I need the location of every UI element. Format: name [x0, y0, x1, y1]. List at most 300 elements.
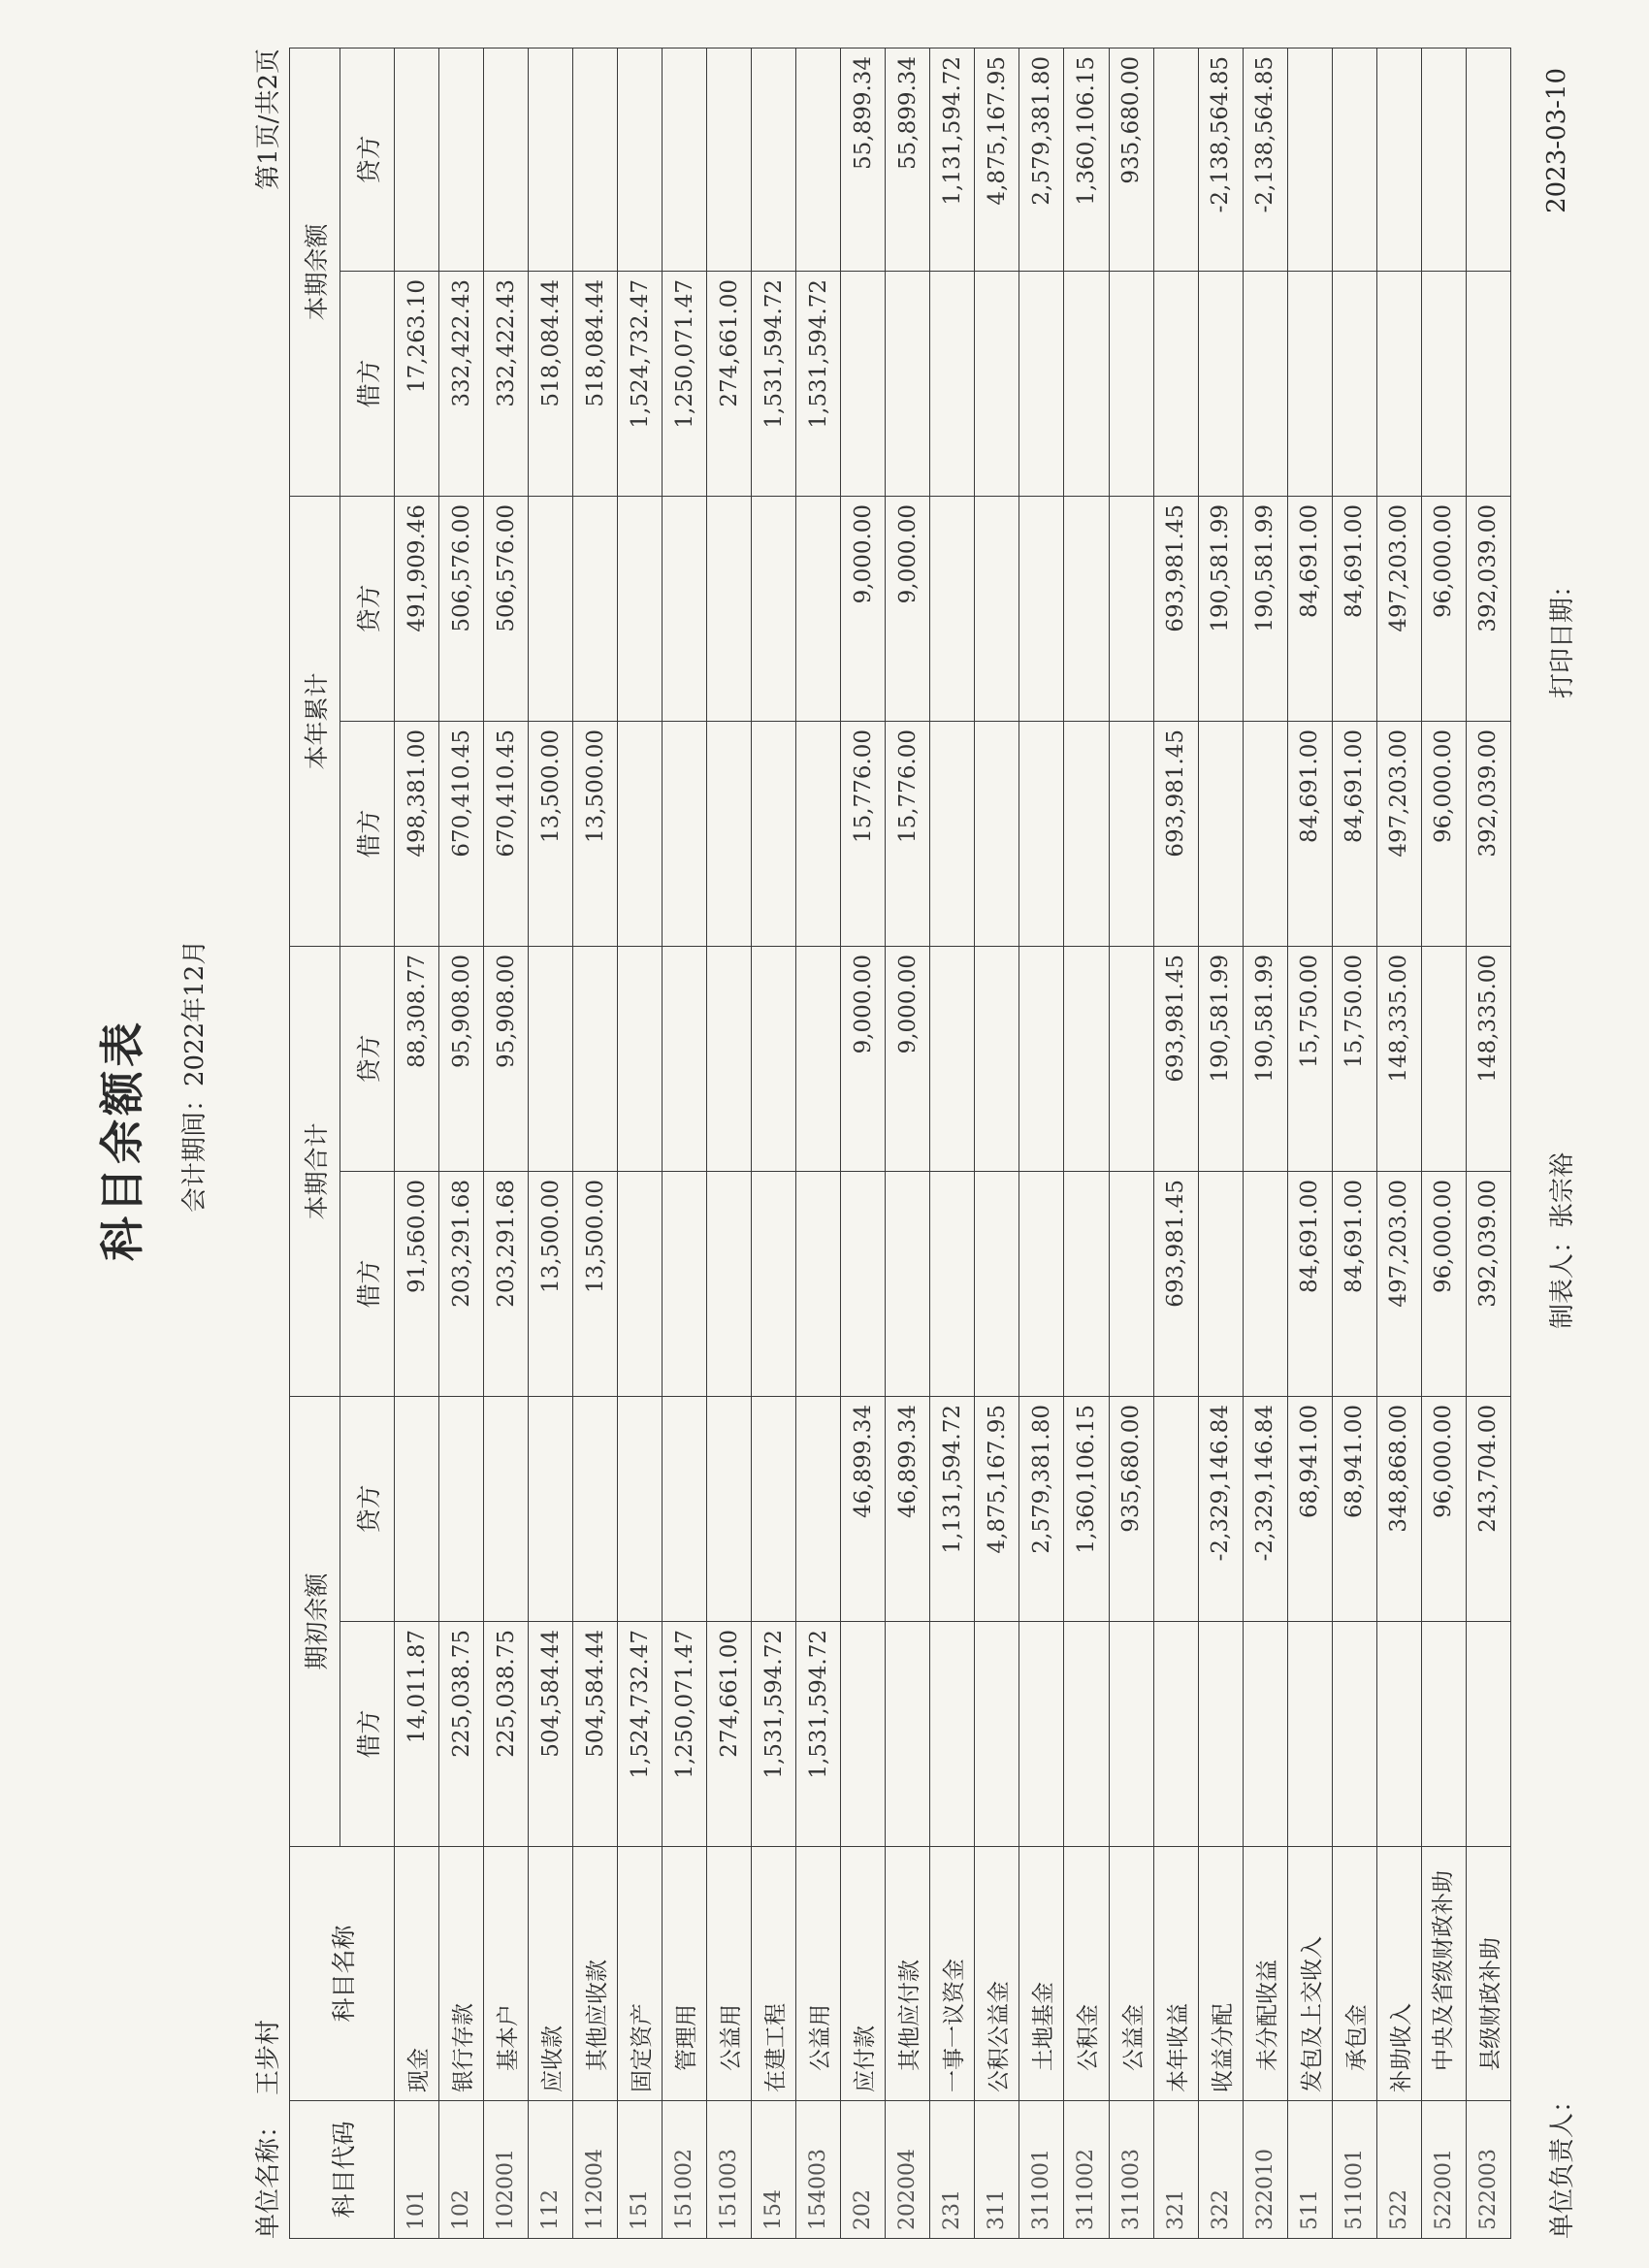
current-credit-cell: 15,750.00 — [1287, 946, 1332, 1171]
account-name: 公益用 — [707, 1847, 752, 2101]
current-credit-cell — [930, 946, 975, 1171]
header-ytd: 本年累计 — [290, 496, 340, 946]
table-row — [439, 48, 484, 2238]
ytd-credit-cell: 506,576.00 — [439, 496, 484, 721]
current-debit-cell — [707, 1171, 752, 1396]
table-row — [796, 48, 841, 2238]
current-debit-cell — [930, 1171, 975, 1396]
account-name: 银行存款 — [439, 1847, 484, 2101]
closing-debit-cell: 518,084.44 — [573, 271, 618, 496]
opening-debit-cell: 1,250,071.47 — [663, 1622, 707, 1847]
closing-credit-cell — [484, 48, 529, 271]
balance-sheet-page — [29, 29, 1620, 2251]
ytd-credit-cell — [796, 496, 841, 721]
account-code: 311003 — [1109, 2101, 1153, 2239]
opening-debit-cell — [1064, 1622, 1109, 1847]
print-date-label: 打印日期： — [1548, 571, 1577, 698]
closing-credit-cell: 1,131,594.72 — [930, 48, 975, 271]
closing-credit-cell: 55,899.34 — [886, 48, 930, 271]
table-row — [975, 48, 1019, 2238]
ytd-credit-cell: 9,000.00 — [841, 496, 886, 721]
current-debit-cell — [1064, 1171, 1109, 1396]
account-name: 其他应收款 — [573, 1847, 618, 2101]
opening-debit-cell — [1153, 1622, 1198, 1847]
closing-debit-cell — [975, 271, 1019, 496]
closing-credit-cell — [618, 48, 663, 271]
ytd-debit-cell: 392,039.00 — [1466, 721, 1510, 946]
account-name: 公积金 — [1064, 1847, 1109, 2101]
table-row — [886, 48, 930, 2238]
account-name: 发包及上交收入 — [1287, 1847, 1332, 2101]
ytd-credit-cell: 497,203.00 — [1376, 496, 1421, 721]
ytd-debit-cell: 96,000.00 — [1421, 721, 1466, 946]
opening-debit-cell — [930, 1622, 975, 1847]
header-current: 本期合计 — [290, 946, 340, 1396]
current-credit-cell — [796, 946, 841, 1171]
closing-debit-cell — [1421, 271, 1466, 496]
account-name: 未分配收益 — [1243, 1847, 1287, 2101]
current-credit-cell — [573, 946, 618, 1171]
closing-credit-cell — [1287, 48, 1332, 271]
account-code: 112004 — [573, 2101, 618, 2239]
preparer-name: 张宗裕 — [1548, 1151, 1577, 1228]
current-credit-cell: 88,308.77 — [395, 946, 439, 1171]
account-code: 154 — [752, 2101, 796, 2239]
header-credit: 贷方 — [340, 496, 395, 721]
closing-debit-cell — [1064, 271, 1109, 496]
current-debit-cell — [618, 1171, 663, 1396]
opening-debit-cell — [1019, 1622, 1064, 1847]
account-code: 202 — [841, 2101, 886, 2239]
ytd-debit-cell — [707, 721, 752, 946]
opening-credit-cell: 935,680.00 — [1109, 1396, 1153, 1621]
ytd-credit-cell: 84,691.00 — [1287, 496, 1332, 721]
opening-credit-cell — [707, 1396, 752, 1621]
ytd-debit-cell — [1064, 721, 1109, 946]
table-row — [1332, 48, 1376, 2238]
current-credit-cell — [1064, 946, 1109, 1171]
account-code: 151003 — [707, 2101, 752, 2239]
account-code: 102001 — [484, 2101, 529, 2239]
closing-credit-cell — [707, 48, 752, 271]
ytd-debit-cell — [930, 721, 975, 946]
current-debit-cell: 84,691.00 — [1332, 1171, 1376, 1396]
ytd-credit-cell — [975, 496, 1019, 721]
current-credit-cell: 693,981.45 — [1153, 946, 1198, 1171]
closing-credit-cell — [573, 48, 618, 271]
account-code: 522003 — [1466, 2101, 1510, 2239]
closing-debit-cell — [886, 271, 930, 496]
ytd-debit-cell: 84,691.00 — [1287, 721, 1332, 946]
ytd-debit-cell: 497,203.00 — [1376, 721, 1421, 946]
closing-debit-cell — [1153, 271, 1198, 496]
page-indicator: 第1页/共2页 — [254, 49, 283, 190]
closing-credit-cell — [439, 48, 484, 271]
account-code: 322 — [1198, 2101, 1243, 2239]
closing-debit-cell: 1,250,071.47 — [663, 271, 707, 496]
table-row — [1466, 48, 1510, 2238]
opening-credit-cell: 243,704.00 — [1466, 1396, 1510, 1621]
table-row — [573, 48, 618, 2238]
page-title: 科目余额表 — [96, 1019, 148, 1261]
ytd-credit-cell — [529, 496, 573, 721]
opening-credit-cell: 96,000.00 — [1421, 1396, 1466, 1621]
account-name: 一事一议资金 — [930, 1847, 975, 2101]
account-name: 应收款 — [529, 1847, 573, 2101]
opening-debit-cell: 225,038.75 — [484, 1622, 529, 1847]
table-row — [1198, 48, 1243, 2238]
ytd-debit-cell: 15,776.00 — [886, 721, 930, 946]
current-debit-cell: 203,291.68 — [484, 1171, 529, 1396]
account-code: 511001 — [1332, 2101, 1376, 2239]
closing-debit-cell: 332,422.43 — [439, 271, 484, 496]
header-credit: 贷方 — [340, 946, 395, 1171]
preparer — [1542, 1152, 1578, 1329]
current-credit-cell — [529, 946, 573, 1171]
ytd-debit-cell — [752, 721, 796, 946]
ytd-credit-cell: 190,581.99 — [1243, 496, 1287, 721]
current-credit-cell: 95,908.00 — [439, 946, 484, 1171]
account-code: 154003 — [796, 2101, 841, 2239]
ytd-debit-cell: 15,776.00 — [841, 721, 886, 946]
account-name: 固定资产 — [618, 1847, 663, 2101]
current-debit-cell: 91,560.00 — [395, 1171, 439, 1396]
opening-credit-cell — [573, 1396, 618, 1621]
current-debit-cell: 84,691.00 — [1287, 1171, 1332, 1396]
ytd-debit-cell: 693,981.45 — [1153, 721, 1198, 946]
account-name: 基本户 — [484, 1847, 529, 2101]
opening-debit-cell — [1376, 1622, 1421, 1847]
header-name: 科目名称 — [290, 1847, 395, 2101]
ytd-debit-cell — [663, 721, 707, 946]
opening-debit-cell — [1421, 1622, 1466, 1847]
table-row — [930, 48, 975, 2238]
opening-debit-cell: 504,584.44 — [573, 1622, 618, 1847]
closing-debit-cell: 274,661.00 — [707, 271, 752, 496]
header-credit: 贷方 — [340, 48, 395, 271]
opening-credit-cell: 46,899.34 — [841, 1396, 886, 1621]
ytd-debit-cell — [1109, 721, 1153, 946]
opening-debit-cell — [1198, 1622, 1243, 1847]
ytd-credit-cell: 491,909.46 — [395, 496, 439, 721]
opening-credit-cell: 4,875,167.95 — [975, 1396, 1019, 1621]
table-row — [1153, 48, 1198, 2238]
account-name: 中央及省级财政补助 — [1421, 1847, 1466, 2101]
table-row — [395, 48, 439, 2238]
closing-debit-cell: 1,524,732.47 — [618, 271, 663, 496]
ytd-credit-cell — [1019, 496, 1064, 721]
closing-credit-cell — [1421, 48, 1466, 271]
closing-debit-cell — [1019, 271, 1064, 496]
ytd-credit-cell: 392,039.00 — [1466, 496, 1510, 721]
account-name: 在建工程 — [752, 1847, 796, 2101]
table-row — [1287, 48, 1332, 2238]
ytd-debit-cell: 670,410.45 — [439, 721, 484, 946]
account-code: 102 — [439, 2101, 484, 2239]
table-row — [1376, 48, 1421, 2238]
current-credit-cell: 9,000.00 — [886, 946, 930, 1171]
opening-debit-cell — [886, 1622, 930, 1847]
opening-debit-cell: 1,524,732.47 — [618, 1622, 663, 1847]
closing-debit-cell — [1198, 271, 1243, 496]
opening-debit-cell — [1243, 1622, 1287, 1847]
account-name: 现金 — [395, 1847, 439, 2101]
unit-label: 单位名称： — [254, 2112, 283, 2239]
account-code: 311002 — [1064, 2101, 1109, 2239]
account-code: 231 — [930, 2101, 975, 2239]
closing-debit-cell — [1376, 271, 1421, 496]
table-row — [1421, 48, 1466, 2238]
ytd-credit-cell — [707, 496, 752, 721]
opening-credit-cell: 68,941.00 — [1287, 1396, 1332, 1621]
account-name: 县级财政补助 — [1466, 1847, 1510, 2101]
table-body — [395, 48, 1511, 2238]
ytd-debit-cell — [618, 721, 663, 946]
current-debit-cell: 497,203.00 — [1376, 1171, 1421, 1396]
current-credit-cell — [618, 946, 663, 1171]
account-name: 公益金 — [1109, 1847, 1153, 2101]
ytd-credit-cell: 190,581.99 — [1198, 496, 1243, 721]
header-debit: 借方 — [340, 721, 395, 946]
ytd-credit-cell — [573, 496, 618, 721]
account-name: 其他应付款 — [886, 1847, 930, 2101]
opening-credit-cell: 1,360,106.15 — [1064, 1396, 1109, 1621]
table-row — [1109, 48, 1153, 2238]
account-name: 应付款 — [841, 1847, 886, 2101]
table-row — [529, 48, 573, 2238]
current-credit-cell: 15,750.00 — [1332, 946, 1376, 1171]
current-credit-cell: 190,581.99 — [1243, 946, 1287, 1171]
header-debit: 借方 — [340, 1622, 395, 1847]
account-code: 202004 — [886, 2101, 930, 2239]
header-opening: 期初余额 — [290, 1396, 340, 1846]
current-debit-cell — [1109, 1171, 1153, 1396]
opening-debit-cell — [1109, 1622, 1153, 1847]
opening-credit-cell: 46,899.34 — [886, 1396, 930, 1621]
header-debit: 借方 — [340, 271, 395, 496]
current-debit-cell — [886, 1171, 930, 1396]
unit-head-label: 单位负责人： — [1548, 2087, 1577, 2239]
ytd-credit-cell: 9,000.00 — [886, 496, 930, 721]
closing-credit-cell: -2,138,564.85 — [1198, 48, 1243, 271]
header-debit: 借方 — [340, 1171, 395, 1396]
closing-debit-cell — [841, 271, 886, 496]
current-debit-cell — [1243, 1171, 1287, 1396]
closing-debit-cell — [1109, 271, 1153, 496]
opening-credit-cell: 68,941.00 — [1332, 1396, 1376, 1621]
closing-credit-cell: 55,899.34 — [841, 48, 886, 271]
opening-debit-cell — [1466, 1622, 1510, 1847]
opening-credit-cell — [529, 1396, 573, 1621]
ytd-credit-cell — [930, 496, 975, 721]
account-name: 承包金 — [1332, 1847, 1376, 2101]
table-row — [663, 48, 707, 2238]
closing-credit-cell — [1332, 48, 1376, 271]
account-code: 151002 — [663, 2101, 707, 2239]
ytd-debit-cell: 13,500.00 — [573, 721, 618, 946]
opening-debit-cell: 504,584.44 — [529, 1622, 573, 1847]
closing-credit-cell — [1153, 48, 1198, 271]
header-credit: 贷方 — [340, 1396, 395, 1621]
unit-name — [248, 2020, 284, 2239]
current-debit-cell: 392,039.00 — [1466, 1171, 1510, 1396]
opening-debit-cell — [1287, 1622, 1332, 1847]
closing-credit-cell: 4,875,167.95 — [975, 48, 1019, 271]
current-debit-cell — [841, 1171, 886, 1396]
current-credit-cell: 9,000.00 — [841, 946, 886, 1171]
current-credit-cell — [975, 946, 1019, 1171]
account-name: 收益分配 — [1198, 1847, 1243, 2101]
closing-credit-cell: 935,680.00 — [1109, 48, 1153, 271]
ytd-credit-cell: 506,576.00 — [484, 496, 529, 721]
opening-debit-cell: 225,038.75 — [439, 1622, 484, 1847]
period-value: 2022年12月 — [180, 939, 210, 1086]
ytd-debit-cell: 498,381.00 — [395, 721, 439, 946]
current-debit-cell: 13,500.00 — [529, 1171, 573, 1396]
table-row — [841, 48, 886, 2238]
opening-credit-cell — [395, 1396, 439, 1621]
current-credit-cell — [752, 946, 796, 1171]
unit-value: 王步村 — [254, 2019, 283, 2095]
print-date-value: 2023-03-10 — [1542, 68, 1571, 213]
current-credit-cell — [663, 946, 707, 1171]
table-row — [752, 48, 796, 2238]
table-row — [1243, 48, 1287, 2238]
current-credit-cell: 95,908.00 — [484, 946, 529, 1171]
current-debit-cell — [663, 1171, 707, 1396]
table-row — [618, 48, 663, 2238]
ytd-debit-cell — [975, 721, 1019, 946]
opening-credit-cell — [663, 1396, 707, 1621]
account-name: 土地基金 — [1019, 1847, 1064, 2101]
account-name: 公积公益金 — [975, 1847, 1019, 2101]
current-credit-cell: 148,335.00 — [1376, 946, 1421, 1171]
opening-debit-cell: 274,661.00 — [707, 1622, 752, 1847]
closing-credit-cell — [752, 48, 796, 271]
closing-credit-cell: -2,138,564.85 — [1243, 48, 1287, 271]
current-debit-cell — [796, 1171, 841, 1396]
preparer-label: 制表人： — [1548, 1227, 1577, 1329]
opening-credit-cell — [439, 1396, 484, 1621]
account-name: 本年收益 — [1153, 1847, 1198, 2101]
account-code: 311001 — [1019, 2101, 1064, 2239]
closing-debit-cell: 1,531,594.72 — [796, 271, 841, 496]
opening-credit-cell: 348,868.00 — [1376, 1396, 1421, 1621]
current-credit-cell — [1421, 946, 1466, 1171]
account-code: 101 — [395, 2101, 439, 2239]
table-row — [1064, 48, 1109, 2238]
opening-credit-cell: -2,329,146.84 — [1243, 1396, 1287, 1621]
current-debit-cell — [1019, 1171, 1064, 1396]
opening-debit-cell — [841, 1622, 886, 1847]
table-row — [1019, 48, 1064, 2238]
account-name: 补助收入 — [1376, 1847, 1421, 2101]
header-code: 科目代码 — [290, 2101, 395, 2239]
current-debit-cell — [752, 1171, 796, 1396]
closing-debit-cell: 1,531,594.72 — [752, 271, 796, 496]
account-name: 管理用 — [663, 1847, 707, 2101]
header-closing: 本期余额 — [290, 48, 340, 496]
ytd-credit-cell — [1109, 496, 1153, 721]
closing-debit-cell: 518,084.44 — [529, 271, 573, 496]
account-balance-table — [289, 48, 1511, 2239]
opening-credit-cell — [796, 1396, 841, 1621]
closing-debit-cell: 17,263.10 — [395, 271, 439, 496]
closing-credit-cell — [395, 48, 439, 271]
account-name: 公益用 — [796, 1847, 841, 2101]
account-code: 151 — [618, 2101, 663, 2239]
opening-credit-cell: -2,329,146.84 — [1198, 1396, 1243, 1621]
account-code: 522001 — [1421, 2101, 1466, 2239]
ytd-credit-cell — [618, 496, 663, 721]
account-code: 522 — [1376, 2101, 1421, 2239]
closing-credit-cell — [663, 48, 707, 271]
closing-debit-cell — [930, 271, 975, 496]
opening-credit-cell — [1153, 1396, 1198, 1621]
opening-debit-cell: 1,531,594.72 — [752, 1622, 796, 1847]
opening-credit-cell — [752, 1396, 796, 1621]
opening-credit-cell: 1,131,594.72 — [930, 1396, 975, 1621]
ytd-credit-cell — [1064, 496, 1109, 721]
table-row — [707, 48, 752, 2238]
opening-credit-cell — [618, 1396, 663, 1621]
closing-debit-cell — [1287, 271, 1332, 496]
account-code: 322010 — [1243, 2101, 1287, 2239]
closing-debit-cell — [1466, 271, 1510, 496]
current-debit-cell: 96,000.00 — [1421, 1171, 1466, 1396]
opening-credit-cell — [484, 1396, 529, 1621]
closing-credit-cell — [1376, 48, 1421, 271]
ytd-debit-cell: 13,500.00 — [529, 721, 573, 946]
table-row — [484, 48, 529, 2238]
ytd-debit-cell — [1019, 721, 1064, 946]
current-credit-cell — [707, 946, 752, 1171]
current-credit-cell — [1019, 946, 1064, 1171]
ytd-credit-cell — [752, 496, 796, 721]
current-debit-cell: 203,291.68 — [439, 1171, 484, 1396]
ytd-debit-cell — [796, 721, 841, 946]
period-label: 会计期间： — [180, 1085, 210, 1213]
closing-credit-cell: 2,579,381.80 — [1019, 48, 1064, 271]
current-debit-cell — [975, 1171, 1019, 1396]
closing-credit-cell: 1,360,106.15 — [1064, 48, 1109, 271]
ytd-debit-cell — [1243, 721, 1287, 946]
ytd-credit-cell: 84,691.00 — [1332, 496, 1376, 721]
closing-credit-cell — [796, 48, 841, 271]
opening-credit-cell: 2,579,381.80 — [1019, 1396, 1064, 1621]
account-code: 112 — [529, 2101, 573, 2239]
ytd-debit-cell: 84,691.00 — [1332, 721, 1376, 946]
closing-debit-cell — [1332, 271, 1376, 496]
ytd-debit-cell — [1198, 721, 1243, 946]
opening-debit-cell: 1,531,594.72 — [796, 1622, 841, 1847]
current-credit-cell: 148,335.00 — [1466, 946, 1510, 1171]
closing-credit-cell — [1466, 48, 1510, 271]
closing-debit-cell — [1243, 271, 1287, 496]
ytd-debit-cell: 670,410.45 — [484, 721, 529, 946]
current-debit-cell: 693,981.45 — [1153, 1171, 1198, 1396]
current-debit-cell — [1198, 1171, 1243, 1396]
opening-debit-cell — [1332, 1622, 1376, 1847]
closing-debit-cell: 332,422.43 — [484, 271, 529, 496]
account-code: 511 — [1287, 2101, 1332, 2239]
ytd-credit-cell: 693,981.45 — [1153, 496, 1198, 721]
current-credit-cell — [1109, 946, 1153, 1171]
current-credit-cell: 190,581.99 — [1198, 946, 1243, 1171]
current-debit-cell: 13,500.00 — [573, 1171, 618, 1396]
account-code: 321 — [1153, 2101, 1198, 2239]
ytd-credit-cell — [663, 496, 707, 721]
